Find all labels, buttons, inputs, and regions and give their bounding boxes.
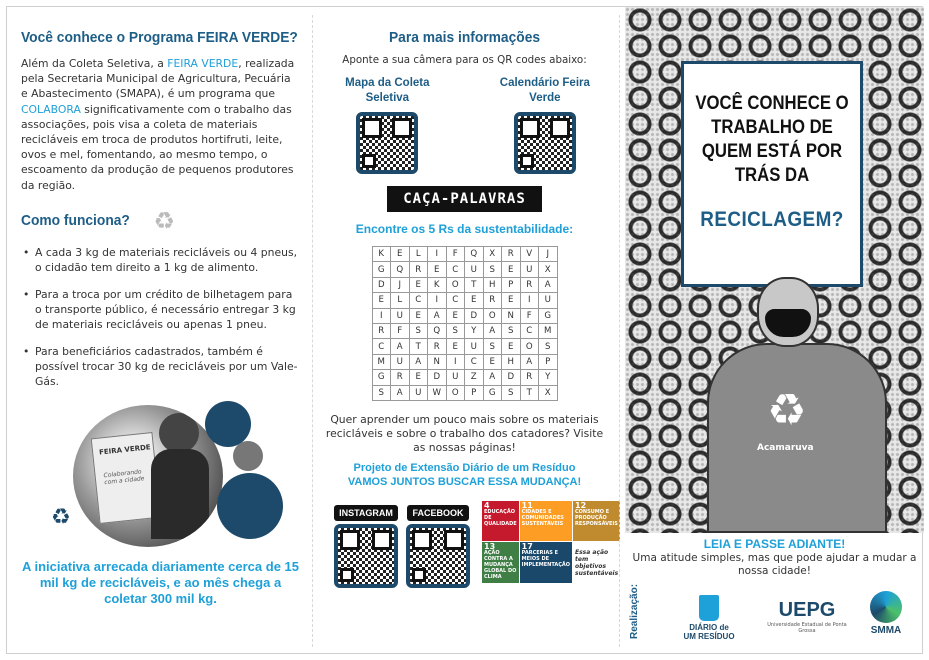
word-search-cell: Y: [539, 370, 558, 385]
word-search-cell: H: [502, 354, 521, 369]
ods-label: PARCERIAS E MEIOS DE IMPLEMENTAÇÃO: [521, 550, 571, 569]
facebook-tag: FACEBOOK: [407, 505, 468, 521]
word-search-cell: G: [539, 308, 558, 323]
ods-number: 17: [521, 542, 533, 552]
word-search-cell: P: [465, 385, 484, 400]
ods-number: 12: [575, 500, 587, 510]
word-search-row: [372, 277, 557, 292]
how-it-works-heading: Como funciona?: [21, 212, 130, 230]
ods-label: AÇÃO CONTRA A MUDANÇA GLOBAL DO CLIMA: [484, 550, 517, 581]
shirt-brand: Acamaruva: [757, 443, 814, 453]
logo-diario-de-um-residuo: [671, 591, 747, 641]
rule-item: • Para a troca por um crédito de bilhetagem para o transporte público, é necessário entregar 3 kg de materiais recicláveis ou apenas 1 pneu.: [21, 287, 300, 332]
word-search-row: [372, 370, 557, 385]
rules-list: [21, 245, 300, 389]
recycle-icon: ♻: [767, 385, 807, 436]
qr-code-icon[interactable]: [406, 524, 470, 588]
word-search-cell: E: [465, 293, 484, 308]
word-search-cell: U: [409, 385, 428, 400]
share-subtext: Uma atitude simples, mas que pode ajudar a mudar a nossa cidade!: [632, 552, 917, 577]
face-mask-shape: [765, 309, 811, 337]
ods-number: 11: [521, 500, 533, 510]
word-search-row: [372, 293, 557, 308]
word-search-cell: A: [539, 277, 558, 292]
word-search-cell: K: [372, 247, 391, 262]
word-search-cell: U: [465, 339, 484, 354]
ods-caption: Essa ação tem objetivos sustentáveis: [573, 542, 620, 583]
word-search-cell: A: [428, 308, 447, 323]
word-search-cell: Q: [428, 323, 447, 338]
word-search-cell: N: [428, 354, 447, 369]
right-panel: [625, 7, 924, 653]
word-search-cell: R: [520, 370, 539, 385]
word-search-cell: A: [391, 385, 410, 400]
qr-code-icon[interactable]: [356, 112, 418, 174]
word-search-cell: O: [446, 385, 465, 400]
feira-verde-heading: Você conhece o Programa FEIRA VERDE?: [21, 29, 298, 46]
word-search-cell: U: [520, 262, 539, 277]
ods-tile: [573, 501, 620, 542]
facebook-qr[interactable]: [406, 501, 470, 588]
ods-goals: [482, 500, 619, 583]
word-search-cell: S: [409, 323, 428, 338]
intro-highlight-feira-verde: FEIRA VERDE: [167, 57, 239, 70]
word-search-row: [372, 262, 557, 277]
word-search-cell: X: [483, 247, 502, 262]
word-search-cell: D: [428, 370, 447, 385]
learn-more-text: Quer aprender um pouco mais sobre os materiais recicláveis e sobre o trabalho dos catadores? Visite as nossas páginas!: [325, 412, 604, 454]
word-search-cell: G: [483, 385, 502, 400]
decor-circle: [233, 441, 263, 471]
word-search-cell: I: [428, 247, 447, 262]
word-search-cell: U: [465, 262, 484, 277]
word-search-cell: P: [502, 277, 521, 292]
word-search-cell: A: [483, 370, 502, 385]
how-it-works-header: [21, 206, 300, 235]
sponsors-row: [629, 583, 928, 647]
word-search-cell: E: [372, 293, 391, 308]
smma-wordmark: SMMA: [870, 625, 902, 636]
ods-number: 13: [484, 542, 496, 552]
logo-line-2: UM RESÍDUO: [683, 632, 735, 641]
qr-label: Calendário Feira Verde: [499, 77, 590, 104]
recycle-icon: ♻: [51, 504, 71, 530]
word-search-cell: I: [446, 354, 465, 369]
word-search-cell: R: [372, 323, 391, 338]
word-search-cell: S: [372, 385, 391, 400]
cover-title: VOCÊ CONHECE O TRABALHO DE QUEM ESTÁ POR TRÁS DA: [695, 93, 849, 186]
ods-number: 4: [484, 500, 490, 510]
word-search-banner: CAÇA-PALAVRAS: [387, 186, 542, 212]
word-search-cell: X: [539, 385, 558, 400]
uepg-wordmark: UEPG: [778, 599, 836, 621]
word-search-row: [372, 385, 557, 400]
word-search-cell: C: [372, 339, 391, 354]
worker-body-shape: [707, 343, 887, 533]
word-search-cell: D: [502, 370, 521, 385]
fold-line: [619, 15, 620, 647]
ods-label: CIDADES E COMUNIDADES SUSTENTÁVEIS: [521, 508, 564, 527]
photo-area: [21, 401, 300, 551]
word-search-grid: [372, 246, 558, 401]
word-search-cell: R: [483, 293, 502, 308]
qr-code-icon[interactable]: [334, 524, 398, 588]
word-search-cell: L: [409, 247, 428, 262]
word-search-cell: E: [409, 370, 428, 385]
word-search-cell: D: [372, 277, 391, 292]
word-search-cell: S: [502, 323, 521, 338]
word-search-cell: Y: [465, 323, 484, 338]
qr-code-icon[interactable]: [514, 112, 576, 174]
project-tagline: [322, 461, 607, 489]
ods-tile: [482, 542, 519, 583]
word-search-cell: I: [372, 308, 391, 323]
ods-tile: [520, 501, 572, 542]
trash-bin-icon: [699, 595, 719, 621]
brochure-sheet: [6, 6, 923, 654]
intro-highlight-colabora: COLABORA: [21, 102, 81, 116]
word-search-cell: X: [539, 262, 558, 277]
word-search-cell: R: [520, 277, 539, 292]
word-search-cell: R: [502, 247, 521, 262]
word-search-cell: I: [428, 293, 447, 308]
intro-text-1: Além da Coleta Seletiva, a: [21, 57, 168, 70]
word-search-cell: C: [446, 262, 465, 277]
qr-coleta-seletiva[interactable]: [322, 76, 453, 174]
word-search-cell: I: [520, 293, 539, 308]
word-search-cell: H: [483, 277, 502, 292]
share-heading: LEIA E PASSE ADIANTE!: [703, 537, 846, 551]
word-search-cell: S: [539, 339, 558, 354]
qr-feira-verde[interactable]: [483, 76, 607, 174]
project-line-2: VAMOS JUNTOS BUSCAR ESSA MUDANÇA!: [347, 475, 582, 488]
word-search-cell: U: [391, 354, 410, 369]
word-search-cell: T: [409, 339, 428, 354]
word-search-cell: C: [520, 323, 539, 338]
bag-brand: FEIRA VERDE: [98, 443, 151, 457]
word-search-cell: S: [483, 339, 502, 354]
word-search-cell: C: [446, 293, 465, 308]
middle-panel: [312, 7, 617, 653]
word-search-row: [372, 247, 557, 262]
intro-paragraph: [21, 56, 300, 193]
person-torso-shape: [151, 449, 209, 539]
word-search-cell: W: [428, 385, 447, 400]
rule-item: • A cada 3 kg de materiais recicláveis ou 4 pneus, o cidadão tem direito a 1 kg de alimento.: [21, 245, 300, 275]
word-search-cell: K: [428, 277, 447, 292]
ods-tile: [482, 501, 519, 542]
word-search-cell: V: [520, 247, 539, 262]
rule-item: • Para beneficiários cadastrados, também é possível trocar 30 kg de recicláveis por um Vale-Gás.: [21, 344, 300, 389]
word-search-prompt: Encontre os 5 Rs da sustentabilidade:: [355, 222, 574, 236]
social-section: [322, 500, 619, 588]
collection-stats: A iniciativa arrecada diariamente cerca de 15 mil kg de recicláveis, e ao mês chega a coletar 300 mil kg.: [21, 558, 299, 606]
decor-circle: [205, 401, 251, 447]
word-search-cell: L: [391, 293, 410, 308]
word-search-cell: G: [372, 370, 391, 385]
realization-label: Realização:: [629, 583, 640, 639]
intro-text-2: , realizada pela Secretaria Municipal de Agricultura, Pecuária e Abastecimento (SMAPA), é um programa que: [21, 57, 295, 101]
word-search-cell: M: [539, 323, 558, 338]
word-search-cell: G: [372, 262, 391, 277]
word-search-cell: Z: [465, 370, 484, 385]
left-panel: [7, 7, 312, 653]
word-search-cell: A: [520, 354, 539, 369]
word-search-cell: P: [539, 354, 558, 369]
instagram-qr[interactable]: [334, 501, 398, 588]
word-search-cell: U: [446, 370, 465, 385]
word-search-cell: F: [520, 308, 539, 323]
word-search-row: [372, 339, 557, 354]
word-search-cell: E: [483, 354, 502, 369]
word-search-cell: N: [502, 308, 521, 323]
decor-circle: [217, 473, 283, 539]
word-search-cell: A: [409, 354, 428, 369]
instagram-tag: INSTAGRAM: [334, 505, 398, 521]
word-search-cell: U: [539, 293, 558, 308]
word-search-cell: A: [391, 339, 410, 354]
word-search-cell: C: [409, 293, 428, 308]
recycle-icon: ♻: [153, 206, 175, 235]
word-search-cell: S: [502, 385, 521, 400]
logo-line-1: DIÁRIO de: [689, 623, 729, 632]
word-search-cell: O: [520, 339, 539, 354]
logo-uepg: [767, 591, 847, 634]
word-search-cell: Q: [391, 262, 410, 277]
word-search-row: [372, 323, 557, 338]
word-search-cell: M: [372, 354, 391, 369]
word-search-cell: S: [483, 262, 502, 277]
word-search-cell: T: [465, 277, 484, 292]
word-search-cell: F: [391, 323, 410, 338]
word-search-cell: T: [520, 385, 539, 400]
word-search-cell: E: [502, 262, 521, 277]
ods-label: EDUCAÇÃO DE QUALIDADE: [484, 508, 517, 527]
qr-label: Mapa da Coleta Seletiva: [345, 77, 430, 104]
feira-verde-photo: [73, 405, 223, 547]
worker-illustration: [707, 277, 907, 533]
cover-title-box: [681, 61, 863, 287]
qr-instructions: Aponte a sua câmera para os QR codes abaixo:: [342, 54, 587, 66]
word-search-cell: E: [391, 247, 410, 262]
word-search-cell: J: [539, 247, 558, 262]
qr-codes: [322, 76, 607, 174]
word-search-cell: O: [483, 308, 502, 323]
cover-title-accent: RECICLAGEM?: [700, 208, 844, 231]
project-line-1: Projeto de Extensão Diário de um Resíduo: [353, 461, 576, 474]
word-search-cell: A: [483, 323, 502, 338]
more-info-heading: Para mais informações: [388, 29, 541, 46]
word-search-cell: E: [446, 339, 465, 354]
word-search-cell: U: [391, 308, 410, 323]
word-search-row: [372, 354, 557, 369]
word-search-cell: C: [465, 354, 484, 369]
word-search-cell: E: [409, 277, 428, 292]
word-search-cell: E: [409, 308, 428, 323]
intro-text-3: significativamente com o trabalho das associações, pois visa a coleta de materiais recicláveis em troca de produtos hortifruti, leite, ovos e mel, fomentando, ao mesmo tempo, o escoamento da produção de pequenos produtores da região.: [21, 102, 294, 192]
word-search-row: [372, 308, 557, 323]
word-search-cell: D: [465, 308, 484, 323]
word-search-cell: E: [502, 339, 521, 354]
word-search-cell: Q: [465, 247, 484, 262]
word-search-cell: E: [502, 293, 521, 308]
logo-smma: [861, 591, 911, 636]
word-search-cell: O: [446, 277, 465, 292]
ods-tile: [520, 542, 572, 583]
word-search-cell: E: [446, 308, 465, 323]
smma-swirl-icon: [870, 591, 902, 623]
ods-label: CONSUMO E PRODUÇÃO RESPONSÁVEIS: [575, 508, 618, 527]
word-search-cell: R: [428, 339, 447, 354]
word-search-cell: S: [446, 323, 465, 338]
person-head-shape: [159, 413, 199, 453]
word-search-cell: E: [428, 262, 447, 277]
word-search-cell: R: [391, 370, 410, 385]
bag-slogan: Colaborando com a cidade: [103, 468, 145, 487]
word-search-cell: F: [446, 247, 465, 262]
word-search-cell: R: [409, 262, 428, 277]
uepg-subtitle: Universidade Estadual de Ponta Grossa: [767, 622, 847, 634]
share-callout: [625, 537, 924, 578]
word-search-cell: J: [391, 277, 410, 292]
